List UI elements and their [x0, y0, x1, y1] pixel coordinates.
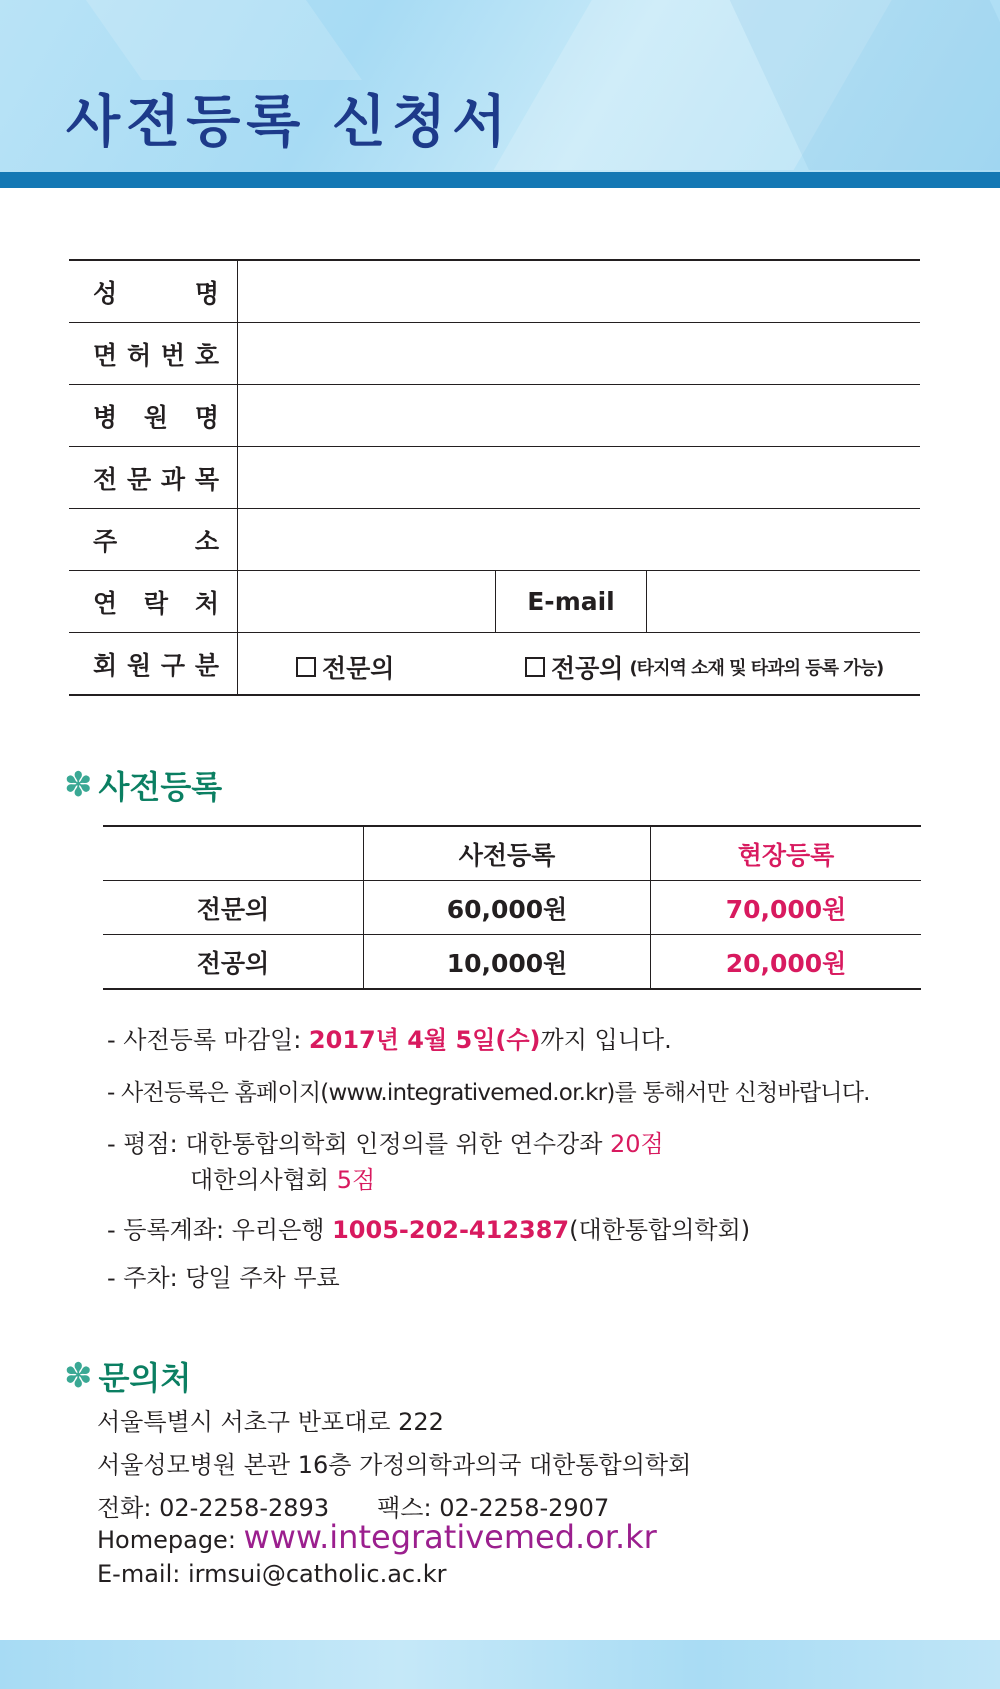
address-field[interactable] [238, 509, 921, 571]
deadline-note: - 사전등록 마감일: 2017년 4월 5일(수)까지 입니다. [107, 1026, 672, 1054]
license-field[interactable] [238, 323, 921, 385]
resident-checkbox[interactable] [525, 657, 545, 677]
parking-note: - 주차: 당일 주차 무료 [107, 1264, 340, 1292]
specialty-label: 전 문 과 목 [69, 447, 238, 509]
license-label: 면 허 번 호 [69, 323, 238, 385]
form-row-address [69, 509, 920, 571]
hospital-label: 병 원 명 [69, 385, 238, 447]
account-note: - 등록계좌: 우리은행 1005-202-412387(대한통합의학회) [107, 1216, 751, 1244]
homepage-link[interactable]: www.integrativemed.or.kr [243, 1518, 657, 1556]
resident-option[interactable]: 전공의 (타지역 소재 및 타과의 등록 가능) [525, 649, 883, 685]
contact-address2: 서울성모병원 본관 16층 가정의학과의국 대한통합의학회 [97, 1451, 692, 1479]
member-type-label: 회 원 구 분 [69, 633, 238, 696]
contact-phone: 전화: 02-2258-2893 [97, 1494, 330, 1522]
contact-fax: 팩스: 02-2258-2907 [377, 1494, 610, 1522]
name-field[interactable] [238, 260, 921, 323]
specialist-checkbox[interactable] [296, 657, 316, 677]
homepage-note: - 사전등록은 홈페이지(www.integrativemed.or.kr)를 통해서만 신청바랍니다. [107, 1080, 870, 1106]
name-label: 성 명 [69, 260, 238, 323]
registration-heading: ✽ 사전등록 [64, 765, 223, 806]
header-banner [0, 0, 1000, 172]
account-number: 1005-202-412387 [332, 1216, 570, 1244]
form-row-hospital [69, 385, 920, 447]
fee-header-row [103, 826, 921, 881]
table-row [103, 881, 921, 935]
flower-icon: ✽ [64, 1356, 93, 1396]
application-form [69, 259, 920, 696]
footer-banner [0, 1640, 1000, 1689]
deadline-date: 2017년 4월 5일(수) [308, 1026, 541, 1054]
form-row-name [69, 260, 920, 323]
header-decoration [58, 0, 362, 80]
member-type-options [238, 633, 921, 696]
hospital-field[interactable] [238, 385, 921, 447]
fee-pre: 60,000원 [364, 881, 651, 935]
specialty-field[interactable] [238, 447, 921, 509]
fee-header-empty [103, 826, 364, 881]
contact-label: 연 락 처 [69, 571, 238, 633]
contact-homepage: Homepage: www.integrativemed.or.kr [97, 1518, 657, 1556]
fee-onsite: 20,000원 [725, 948, 847, 978]
page-title: 사전등록 신청서 [66, 89, 513, 155]
form-row-contact [69, 571, 920, 633]
table-row [103, 935, 921, 990]
fee-header-onsite: 현장등록 [651, 826, 922, 881]
fee-onsite: 70,000원 [651, 881, 922, 935]
phone-field[interactable] [238, 571, 496, 633]
contact-heading: ✽ 문의처 [64, 1356, 192, 1397]
specialist-option[interactable]: 전문의 [296, 649, 394, 685]
contact-address1: 서울특별시 서초구 반포대로 222 [97, 1408, 444, 1436]
flower-icon: ✽ [64, 765, 93, 805]
form-row-member-type [69, 633, 920, 696]
form-row-license [69, 323, 920, 385]
fee-pre: 10,000원 [364, 935, 651, 990]
fee-table [103, 825, 921, 990]
email-label: E-mail [496, 571, 647, 633]
contact-email: E-mail: irmsui@catholic.ac.kr [97, 1560, 447, 1588]
credit-note: - 평점: 대한통합의학회 인정의를 위한 연수강좌 20점 [107, 1130, 664, 1158]
fee-category: 전문의 [103, 881, 364, 935]
credit-note-line2: 대한의사협회 5점 [190, 1166, 376, 1194]
email-field[interactable] [647, 571, 921, 633]
header-divider [0, 172, 1000, 188]
form-row-specialty [69, 447, 920, 509]
credit-points: 5점 [336, 1166, 376, 1194]
fee-header-pre: 사전등록 [364, 826, 651, 881]
fee-category: 전공의 [103, 935, 364, 990]
address-label: 주 소 [69, 509, 238, 571]
resident-option-note: (타지역 소재 및 타과의 등록 가능) [629, 658, 884, 679]
credit-points: 20점 [610, 1130, 664, 1158]
